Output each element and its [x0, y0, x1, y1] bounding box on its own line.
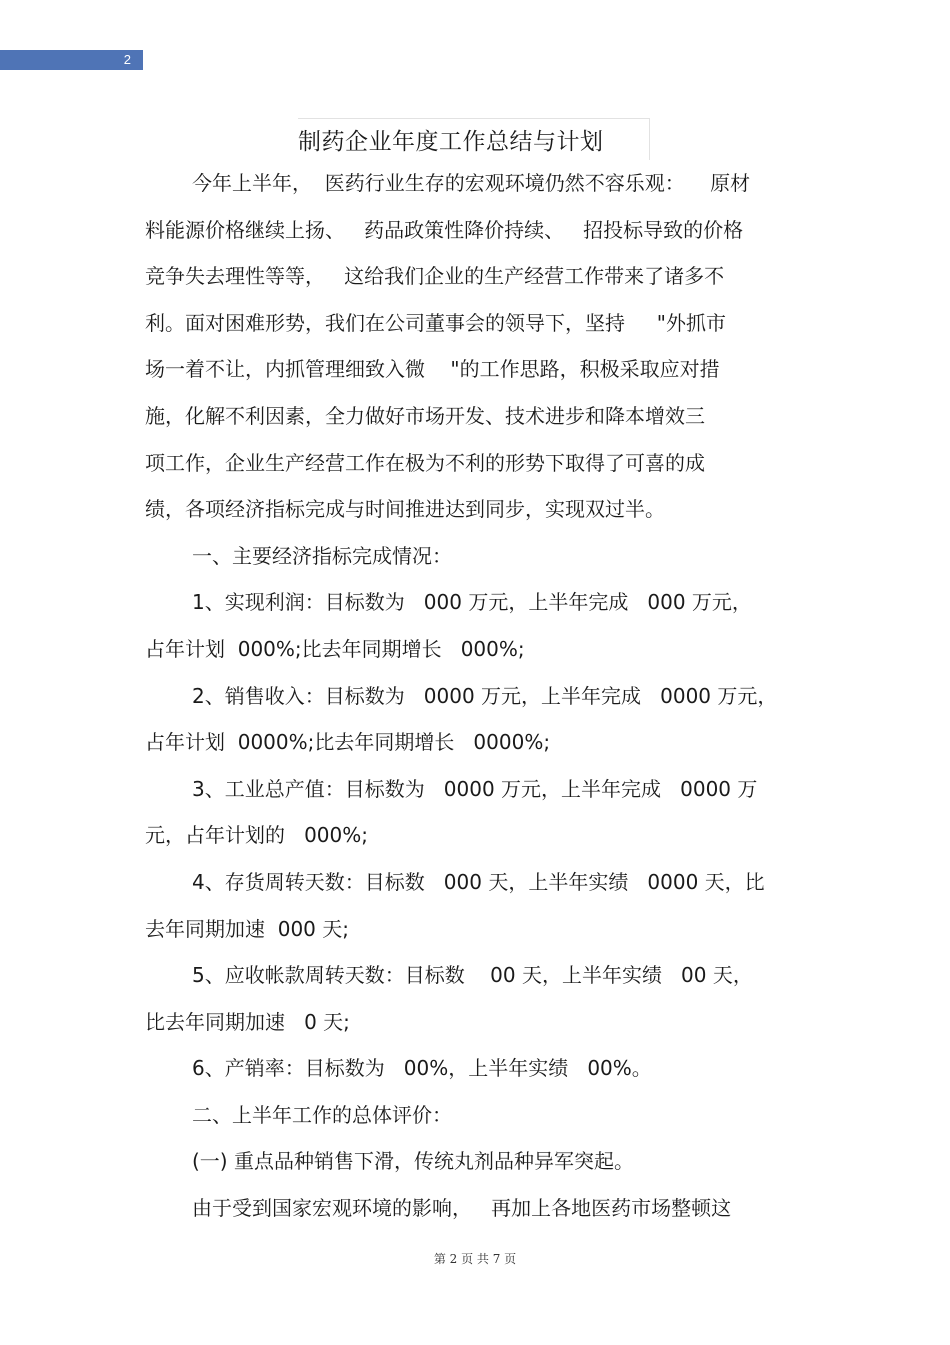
- list-item-continuation: 比去年同期加速 0 天;: [145, 1009, 350, 1034]
- section-heading: 二、上半年工作的总体评价：: [192, 1102, 452, 1127]
- list-item: 4、存货周转天数：目标数 000 天，上半年实绩 0000 天，比: [192, 869, 765, 894]
- list-item: 1、实现利润：目标数为 000 万元，上半年完成 000 万元，: [192, 590, 752, 615]
- paragraph-line: 由于受到国家宏观环境的影响， 再加上各地医药市场整顿这: [192, 1196, 732, 1221]
- paragraph-line: 绩，各项经济指标完成与时间推进达到同步，实现双过半。: [145, 497, 665, 522]
- document-body: [145, 160, 810, 1232]
- paragraph-line: 场一着不让，内抓管理细致入微 "的工作思路，积极采取应对措: [145, 357, 720, 382]
- list-item: 5、应收帐款周转天数：目标数 00 天，上半年实绩 00 天，: [192, 963, 753, 988]
- section-heading: 一、主要经济指标完成情况：: [192, 543, 452, 568]
- paragraph-line: 项工作，企业生产经营工作在极为不利的形势下取得了可喜的成: [145, 450, 705, 475]
- page-number-tab: [0, 50, 143, 70]
- paragraph-line: 料能源价格继续上扬、 药品政策性降价持续、 招投标导致的价格: [145, 217, 744, 242]
- list-item: 2、销售收入：目标数为 0000 万元，上半年完成 0000 万元，: [192, 683, 778, 708]
- list-item-continuation: 占年计划 000%;比去年同期增长 000%;: [145, 636, 525, 661]
- list-item-continuation: 去年同期加速 000 天;: [145, 916, 349, 941]
- paragraph-line: 利。面对困难形势，我们在公司董事会的领导下，坚持 "外抓市: [145, 310, 726, 335]
- paragraph-line: 施，化解不利因素，全力做好市场开发、技术进步和降本增效三: [145, 403, 705, 428]
- list-item-continuation: 元，占年计划的 000%;: [145, 823, 368, 848]
- page-footer: 第 2 页 共 7 页: [433, 1252, 517, 1266]
- list-item: 6、产销率：目标数为 00%，上半年实绩 00%。: [192, 1056, 652, 1081]
- page-number: 2: [123, 52, 131, 67]
- document-title: 制药企业年度工作总结与计划: [298, 129, 604, 155]
- subsection-heading: (一) 重点品种销售下滑，传统丸剂品种异军突起。: [192, 1149, 634, 1174]
- list-item: 3、工业总产值：目标数为 0000 万元，上半年完成 0000 万: [192, 776, 758, 801]
- paragraph-line: 竞争失去理性等等， 这给我们企业的生产经营工作带来了诸多不: [145, 264, 725, 289]
- paragraph-line: 今年上半年， 医药行业生存的宏观环境仍然不容乐观： 原材: [192, 171, 751, 195]
- list-item-continuation: 占年计划 0000%;比去年同期增长 0000%;: [145, 730, 551, 755]
